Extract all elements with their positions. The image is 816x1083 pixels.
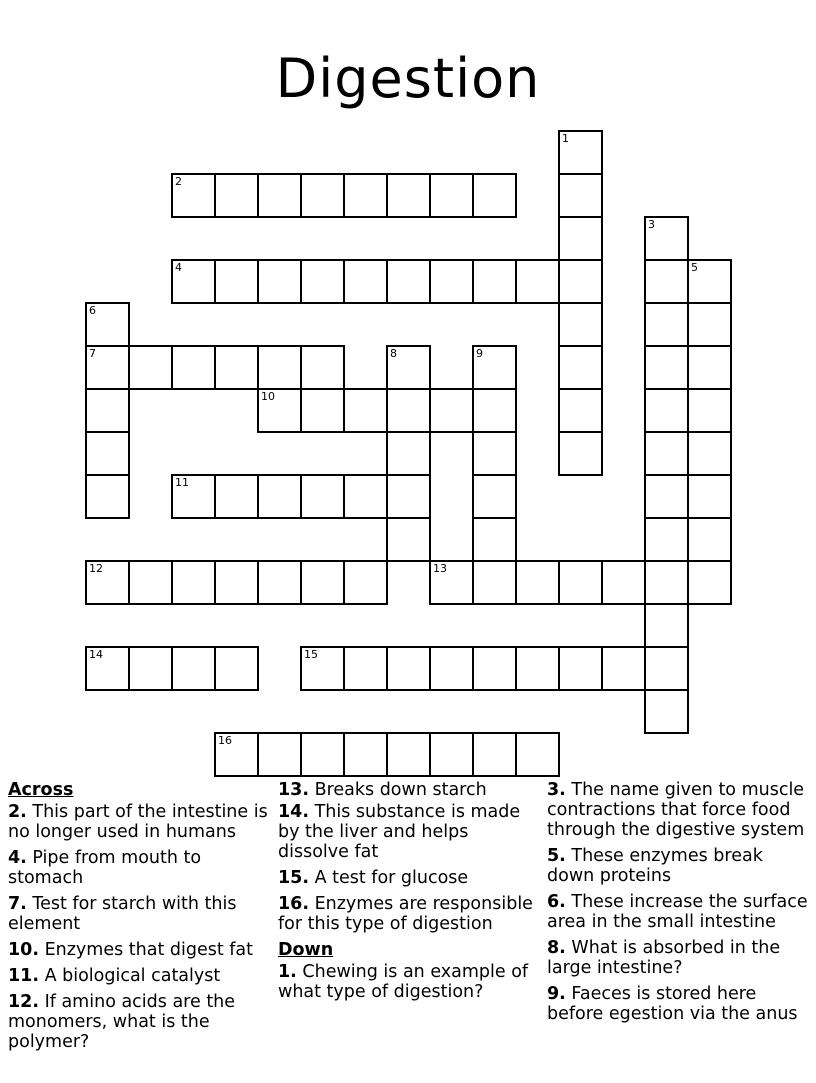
grid-cell[interactable]: [128, 646, 173, 691]
grid-cell[interactable]: [429, 560, 474, 605]
grid-cell[interactable]: [85, 646, 130, 691]
grid-cell[interactable]: [257, 259, 302, 304]
grid-cell[interactable]: [257, 732, 302, 777]
grid-cell[interactable]: [558, 345, 603, 390]
across-heading: Across: [8, 780, 74, 800]
grid-cell[interactable]: [343, 173, 388, 218]
grid-cell[interactable]: [644, 603, 689, 648]
grid-cell[interactable]: [644, 646, 689, 691]
grid-cell[interactable]: [214, 560, 259, 605]
clue-down-8: 8. What is absorbed in the large intestine?: [547, 938, 781, 978]
clue-across-11: 11. A biological catalyst: [8, 966, 221, 986]
grid-cell[interactable]: [343, 474, 388, 519]
grid-cell[interactable]: [214, 259, 259, 304]
grid-cell[interactable]: [472, 474, 517, 519]
grid-cell[interactable]: [300, 173, 345, 218]
grid-cell[interactable]: [386, 388, 431, 433]
grid-cell[interactable]: [558, 388, 603, 433]
clue-number: 3: [648, 218, 655, 231]
grid-cell[interactable]: [214, 173, 259, 218]
grid-cell[interactable]: [644, 560, 689, 605]
grid-cell[interactable]: [386, 431, 431, 476]
clue-number: 1: [562, 132, 569, 145]
clue-number: 9: [476, 347, 483, 360]
grid-cell[interactable]: [85, 431, 130, 476]
clue-number: 15: [304, 648, 318, 661]
clue-number: 4: [175, 261, 182, 274]
grid-cell[interactable]: [171, 474, 216, 519]
clue-across-4: 4. Pipe from mouth to stomach: [8, 848, 202, 888]
grid-cell[interactable]: [85, 345, 130, 390]
grid-cell[interactable]: [386, 345, 431, 390]
grid-cell[interactable]: [472, 732, 517, 777]
grid-cell[interactable]: [558, 646, 603, 691]
grid-cell[interactable]: [429, 388, 474, 433]
grid-cell[interactable]: [257, 474, 302, 519]
grid-cell[interactable]: [257, 345, 302, 390]
grid-cell[interactable]: [472, 560, 517, 605]
grid-cell[interactable]: [171, 345, 216, 390]
grid-cell[interactable]: [558, 259, 603, 304]
grid-cell[interactable]: [386, 474, 431, 519]
clue-column-3: [547, 780, 809, 1030]
grid-cell[interactable]: [214, 732, 259, 777]
grid-cell[interactable]: [257, 560, 302, 605]
grid-cell[interactable]: [214, 474, 259, 519]
grid-cell[interactable]: [128, 345, 173, 390]
clue-across-10: 10. Enzymes that digest fat: [8, 940, 253, 960]
grid-cell[interactable]: [300, 560, 345, 605]
grid-cell[interactable]: [300, 259, 345, 304]
grid-cell[interactable]: [85, 388, 130, 433]
grid-cell[interactable]: [171, 646, 216, 691]
grid-cell[interactable]: [558, 173, 603, 218]
clue-number: 13: [433, 562, 447, 575]
clue-down-5: 5. These enzymes break down proteins: [547, 846, 763, 886]
clue-across-14: 14. This substance is made by the liver and helps dissolve fat: [278, 802, 521, 862]
grid-cell[interactable]: [472, 345, 517, 390]
grid-cell[interactable]: [429, 732, 474, 777]
grid-cell[interactable]: [644, 517, 689, 562]
grid-cell[interactable]: [515, 732, 560, 777]
grid-cell[interactable]: [386, 646, 431, 691]
clue-down-6: 6. These increase the surface area in the small intestine: [547, 892, 808, 932]
grid-cell[interactable]: [515, 560, 560, 605]
clue-number: 2: [175, 175, 182, 188]
clue-across-13: 13. Breaks down starch: [278, 780, 487, 800]
grid-cell[interactable]: [85, 474, 130, 519]
grid-cell[interactable]: [644, 431, 689, 476]
grid-cell[interactable]: [644, 259, 689, 304]
grid-cell[interactable]: [515, 646, 560, 691]
clue-number: 14: [89, 648, 103, 661]
clue-column-2: [278, 780, 540, 1008]
clue-number: 7: [89, 347, 96, 360]
clue-down-9: 9. Faeces is stored here before egestion via the anus: [547, 984, 798, 1024]
clue-number: 16: [218, 734, 232, 747]
grid-cell[interactable]: [429, 259, 474, 304]
grid-cell[interactable]: [386, 173, 431, 218]
grid-cell[interactable]: [558, 560, 603, 605]
grid-cell[interactable]: [687, 388, 732, 433]
clue-number: 5: [691, 261, 698, 274]
grid-cell[interactable]: [343, 560, 388, 605]
grid-cell[interactable]: [472, 431, 517, 476]
grid-cell[interactable]: [644, 689, 689, 734]
down-heading: Down: [278, 940, 334, 960]
grid-cell[interactable]: [558, 431, 603, 476]
grid-cell[interactable]: [644, 388, 689, 433]
grid-cell[interactable]: [85, 302, 130, 347]
grid-cell[interactable]: [171, 173, 216, 218]
grid-cell[interactable]: [687, 431, 732, 476]
clue-down-3: 3. The name given to muscle contractions that force food through the digestive system: [547, 780, 805, 840]
grid-cell[interactable]: [472, 646, 517, 691]
grid-cell[interactable]: [687, 560, 732, 605]
grid-cell[interactable]: [644, 345, 689, 390]
grid-cell[interactable]: [429, 173, 474, 218]
grid-cell[interactable]: [515, 259, 560, 304]
grid-cell[interactable]: [343, 259, 388, 304]
grid-cell[interactable]: [558, 216, 603, 261]
grid-cell[interactable]: [601, 560, 646, 605]
grid-cell[interactable]: [687, 474, 732, 519]
grid-cell[interactable]: [687, 302, 732, 347]
clue-across-2: 2. This part of the intestine is no longer used in humans: [8, 802, 268, 842]
grid-cell[interactable]: [343, 732, 388, 777]
grid-cell[interactable]: [300, 646, 345, 691]
grid-cell[interactable]: [386, 517, 431, 562]
clue-across-16: 16. Enzymes are responsible for this type of digestion: [278, 894, 533, 934]
grid-cell[interactable]: [644, 216, 689, 261]
grid-cell[interactable]: [687, 345, 732, 390]
clue-across-7: 7. Test for starch with this element: [8, 894, 237, 934]
clue-column-1: [8, 780, 270, 1058]
grid-cell[interactable]: [386, 732, 431, 777]
clue-number: 11: [175, 476, 189, 489]
grid-cell[interactable]: [171, 259, 216, 304]
grid-cell[interactable]: [386, 259, 431, 304]
clue-down-1: 1. Chewing is an example of what type of digestion?: [278, 962, 529, 1002]
grid-cell[interactable]: [687, 517, 732, 562]
grid-cell[interactable]: [472, 173, 517, 218]
clue-across-12: 12. If amino acids are the monomers, what is the polymer?: [8, 992, 236, 1052]
grid-cell[interactable]: [171, 560, 216, 605]
grid-cell[interactable]: [85, 560, 130, 605]
clue-number: 10: [261, 390, 275, 403]
grid-cell[interactable]: [644, 474, 689, 519]
grid-cell[interactable]: [300, 732, 345, 777]
grid-cell[interactable]: [472, 259, 517, 304]
clue-across-15: 15. A test for glucose: [278, 868, 469, 888]
grid-cell[interactable]: [558, 130, 603, 175]
grid-cell[interactable]: [644, 302, 689, 347]
grid-cell[interactable]: [257, 173, 302, 218]
grid-cell[interactable]: [472, 388, 517, 433]
puzzle-title: Digestion: [275, 47, 541, 110]
grid-cell[interactable]: [300, 345, 345, 390]
grid-cell[interactable]: [300, 474, 345, 519]
clue-number: 8: [390, 347, 397, 360]
grid-cell[interactable]: [214, 345, 259, 390]
grid-cell[interactable]: [343, 388, 388, 433]
grid-cell[interactable]: [429, 646, 474, 691]
clue-number: 12: [89, 562, 103, 575]
grid-cell[interactable]: [472, 517, 517, 562]
grid-cell[interactable]: [300, 388, 345, 433]
grid-cell[interactable]: [128, 560, 173, 605]
grid-cell[interactable]: [558, 302, 603, 347]
clue-number: 6: [89, 304, 96, 317]
grid-cell[interactable]: [601, 646, 646, 691]
grid-cell[interactable]: [343, 646, 388, 691]
grid-cell[interactable]: [687, 259, 732, 304]
grid-cell[interactable]: [257, 388, 302, 433]
grid-cell[interactable]: [214, 646, 259, 691]
